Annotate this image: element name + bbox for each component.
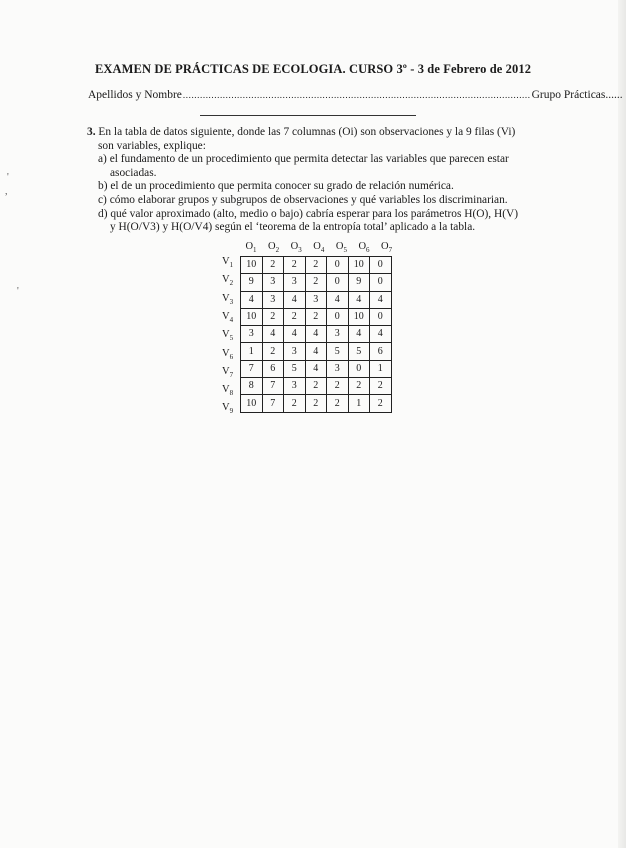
item-d-cont: y H(O/V3) y H(O/V4) según el ‘teorema de la entropía total’ aplicado a la tabla. xyxy=(110,221,476,234)
table-cell: 1 xyxy=(348,395,370,412)
row-label xyxy=(222,402,240,415)
table-cell: 1 xyxy=(370,360,392,377)
table-cell: 2 xyxy=(262,257,284,274)
column-header xyxy=(240,241,262,254)
table-cell: 0 xyxy=(370,274,392,291)
row-label-letter: V xyxy=(222,292,230,304)
data-table xyxy=(240,256,392,413)
table-cell: 8 xyxy=(241,378,263,395)
question-intro-line1: En la tabla de datos siguiente, donde las 7 columnas (Oi) son observaciones y la 9 filas (Vi) xyxy=(98,126,516,138)
table-cell: 2 xyxy=(305,395,327,412)
table-row xyxy=(241,291,392,308)
item-b-text: b) el de un procedimiento que permita conocer su grado de relación numérica. xyxy=(98,180,454,193)
table-row xyxy=(241,326,392,343)
table-cell: 2 xyxy=(284,395,306,412)
table-cell: 1 xyxy=(241,343,263,360)
table-cell: 3 xyxy=(241,326,263,343)
column-header-index: 4 xyxy=(320,246,325,255)
table-cell: 4 xyxy=(305,326,327,343)
row-label-letter: V xyxy=(222,365,230,377)
row-label-index: 4 xyxy=(229,315,234,324)
row-label-index: 3 xyxy=(229,297,234,306)
table-cell: 2 xyxy=(305,257,327,274)
row-label-letter: V xyxy=(222,256,230,267)
table-row xyxy=(241,395,392,412)
column-header-letter: O xyxy=(358,241,367,252)
item-c xyxy=(87,194,535,208)
separator-rule xyxy=(200,115,416,116)
table-cell: 4 xyxy=(305,343,327,360)
row-label-index: 9 xyxy=(229,407,234,416)
column-header xyxy=(353,241,375,254)
column-header-index: 5 xyxy=(343,246,347,255)
column-header-letter: O xyxy=(245,241,254,252)
table-cell: 3 xyxy=(262,274,284,291)
row-label-letter: V xyxy=(222,384,230,396)
row-label xyxy=(222,329,240,342)
column-header-letter: O xyxy=(381,241,389,252)
column-header xyxy=(308,241,330,254)
question-block xyxy=(87,126,535,235)
table-cell: 2 xyxy=(262,308,284,325)
column-header xyxy=(330,241,352,254)
column-header-letter: O xyxy=(290,241,299,252)
table-cell: 10 xyxy=(348,257,370,274)
item-c-text: c) cómo elaborar grupos y subgrupos de observaciones y qué variables los discriminarian. xyxy=(98,193,508,206)
row-label-index: 1 xyxy=(229,261,234,270)
row-label-letter: V xyxy=(222,402,230,414)
column-header-index: 1 xyxy=(253,246,257,255)
name-field-line xyxy=(88,89,623,101)
table-cell: 3 xyxy=(284,274,306,291)
table-cell: 7 xyxy=(262,395,284,412)
column-header-letter: O xyxy=(268,241,276,252)
table-cell: 4 xyxy=(284,326,306,343)
row-label-index: 2 xyxy=(229,279,234,288)
table-cell: 2 xyxy=(284,308,306,325)
table-cell: 3 xyxy=(284,343,306,360)
table-cell: 4 xyxy=(305,360,327,377)
exam-title: EXAMEN DE PRÁCTICAS DE ECOLOGIA. CURSO 3º - 3 de Febrero de 2012 xyxy=(94,62,532,76)
row-label-letter: V xyxy=(222,310,230,322)
column-header xyxy=(376,241,398,254)
table-cell: 10 xyxy=(241,308,263,325)
table-cell: 5 xyxy=(327,343,349,360)
row-label-letter: V xyxy=(222,347,230,359)
table-cell: 3 xyxy=(305,291,327,308)
row-label xyxy=(222,311,240,324)
table-row xyxy=(241,360,392,377)
table-cell: 2 xyxy=(262,343,284,360)
table-cell: 4 xyxy=(262,326,284,343)
table-cell: 4 xyxy=(284,291,306,308)
table-cell: 4 xyxy=(348,326,370,343)
column-header-letter: O xyxy=(313,241,321,252)
item-a-cont: asociadas. xyxy=(110,166,157,179)
table-cell: 3 xyxy=(262,291,284,308)
table-cell: 0 xyxy=(327,308,349,325)
column-header-letter: O xyxy=(335,241,344,252)
row-label xyxy=(222,366,240,379)
table-row xyxy=(241,274,392,291)
row-label xyxy=(222,348,240,361)
table-cell: 2 xyxy=(305,378,327,395)
table-cell: 7 xyxy=(241,360,263,377)
table-cell: 2 xyxy=(327,378,349,395)
table-cell: 2 xyxy=(327,395,349,412)
item-d-text: d) qué valor aproximado (alto, medio o bajo) cabría esperar para los parámetros H(O), H(V) xyxy=(98,207,519,220)
table-cell: 2 xyxy=(284,257,306,274)
table-cell: 5 xyxy=(284,360,306,377)
item-b xyxy=(87,180,535,194)
name-dots: .......................................................................................................................... xyxy=(182,90,531,100)
column-header-index: 3 xyxy=(298,246,302,255)
item-a-text: a) el fundamento de un procedimiento que permita detectar las variables que parecen estar xyxy=(98,153,509,166)
table-cell: 3 xyxy=(284,378,306,395)
table-cell: 0 xyxy=(327,274,349,291)
table-cell: 4 xyxy=(348,291,370,308)
column-header-index: 2 xyxy=(275,246,280,255)
row-label xyxy=(222,274,240,287)
stray-mark: ' xyxy=(17,286,19,297)
name-label: Apellidos y Nombre xyxy=(88,89,182,101)
row-label-index: 5 xyxy=(229,334,234,343)
table-cell: 4 xyxy=(370,326,392,343)
table-cell: 7 xyxy=(262,378,284,395)
question-intro-line2: son variables, explique: xyxy=(98,139,206,152)
table-cell: 6 xyxy=(262,360,284,377)
item-d xyxy=(87,208,535,235)
table-cell: 2 xyxy=(305,308,327,325)
table-row xyxy=(241,343,392,360)
page-edge-shadow xyxy=(618,0,626,848)
column-header-index: 6 xyxy=(366,246,370,255)
row-label-index: 6 xyxy=(229,352,234,361)
stray-mark: ' xyxy=(7,172,9,183)
table-cell: 2 xyxy=(370,395,392,412)
table-cell: 9 xyxy=(241,274,263,291)
column-header xyxy=(263,241,285,254)
table-cell: 4 xyxy=(370,291,392,308)
table-cell: 3 xyxy=(327,326,349,343)
table-cell: 4 xyxy=(327,291,349,308)
row-label-letter: V xyxy=(222,274,230,286)
item-a xyxy=(87,153,535,180)
table-cell: 10 xyxy=(348,308,370,325)
table-row xyxy=(241,378,392,395)
table-cell: 3 xyxy=(327,360,349,377)
stray-mark: , xyxy=(5,186,8,197)
row-label xyxy=(222,256,240,269)
table-cell: 10 xyxy=(241,257,263,274)
table-cell: 0 xyxy=(327,257,349,274)
table-cell: 0 xyxy=(348,360,370,377)
question-number: 3. xyxy=(87,126,96,138)
table-cell: 2 xyxy=(348,378,370,395)
row-label xyxy=(222,384,240,397)
row-label-index: 7 xyxy=(229,370,234,379)
column-header xyxy=(285,241,307,254)
table-cell: 9 xyxy=(348,274,370,291)
column-header-index: 7 xyxy=(388,246,393,255)
table-cell: 2 xyxy=(305,274,327,291)
table-cell: 10 xyxy=(241,395,263,412)
question-intro xyxy=(87,126,535,140)
table-cell: 0 xyxy=(370,257,392,274)
table-cell: 0 xyxy=(370,308,392,325)
table-row xyxy=(241,257,392,274)
row-label-letter: V xyxy=(222,329,230,341)
row-label xyxy=(222,293,240,306)
table-cell: 4 xyxy=(241,291,263,308)
table-cell: 6 xyxy=(370,343,392,360)
table-cell: 2 xyxy=(370,378,392,395)
row-label-index: 8 xyxy=(229,389,234,398)
table-cell: 5 xyxy=(348,343,370,360)
group-label: Grupo Prácticas...... xyxy=(531,89,623,101)
table-row xyxy=(241,308,392,325)
